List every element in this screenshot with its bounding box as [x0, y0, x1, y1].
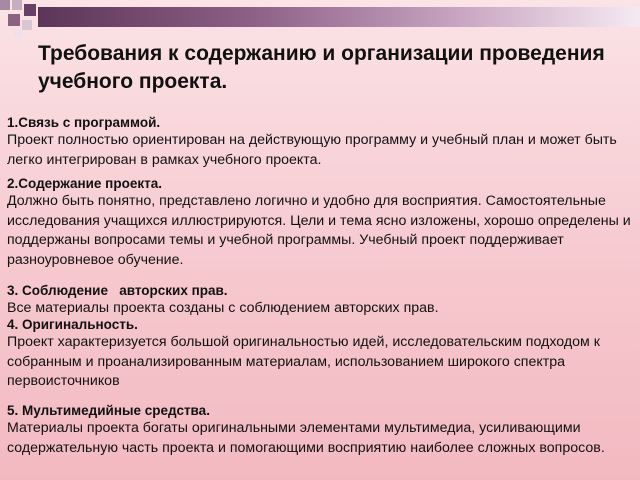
- section-text: Материалы проекта богаты оригинальными элементами мультимедиа, усиливающими содержательную часть проекта и помогающими восприятию наиболее сложных вопросов.: [7, 420, 605, 456]
- section-heading: 1.Связь с программой.: [7, 115, 161, 130]
- deco-square: [0, 0, 10, 10]
- section-text: Проект характеризуется большой оригинальностью идей, исследовательским подходом к собранным и проанализированным материалам, использованием широкого спектра первоисточников: [7, 334, 600, 389]
- deco-square: [12, 0, 22, 10]
- section-originality: [7, 316, 635, 392]
- deco-square: [22, 20, 32, 30]
- section-copyright: [7, 282, 635, 319]
- deco-square: [14, 30, 22, 38]
- slide-title: Требования к содержанию и организации проведения учебного проекта.: [38, 42, 605, 93]
- deco-square: [8, 14, 20, 26]
- section-heading: 4. Оригинальность.: [7, 317, 138, 332]
- section-text: Все материалы проекта созданы с соблюдением авторских прав.: [7, 300, 439, 316]
- section-heading: 2.Содержание проекта.: [7, 176, 162, 191]
- section-content: [7, 175, 635, 270]
- section-heading: 5. Мультимедийные средства.: [7, 403, 210, 418]
- deco-square: [24, 4, 36, 16]
- section-heading: 3. Соблюдение авторских прав.: [7, 283, 228, 298]
- section-multimedia: [7, 402, 635, 458]
- section-text: Должно быть понятно, представлено логично и удобно для восприятия. Самостоятельные исследования учащихся иллюстрируются. Цели и тема ясно изложены, хорошо определены и поддержаны вопросами темы и учебной программы. Учебный проект поддерживает разноуровневое обучение.: [7, 193, 631, 268]
- gradient-bar: [38, 7, 640, 27]
- section-program-link: [7, 114, 635, 170]
- header-decoration: [0, 0, 640, 40]
- section-text: Проект полностью ориентирован на действующую программу и учебный план и может быть легко интегрирован в рамках учебного проекта.: [7, 132, 617, 168]
